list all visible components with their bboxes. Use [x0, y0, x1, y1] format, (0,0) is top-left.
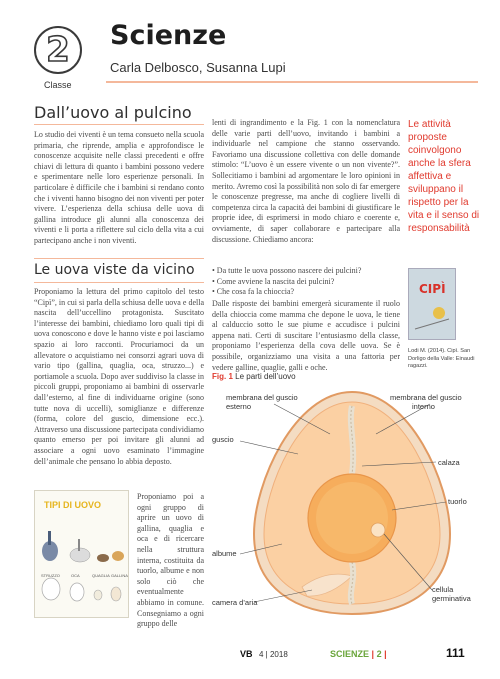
book-cover-drawing — [409, 269, 455, 339]
footer-magazine: VB — [240, 649, 253, 659]
photo-caption: TIPI DI UOVO — [44, 500, 102, 510]
class-number: 2 — [46, 30, 70, 70]
questions-list — [212, 266, 400, 298]
margin-note: Le attività proposte coinvolgono anche la sfera affettiva e sviluppano il rispetto per la vita e il senso di responsabilità — [408, 119, 480, 234]
footer-separator: | — [384, 649, 387, 659]
intro-paragraph: Lo studio dei viventi è un tema consueto nella scuola primaria, che riprende, amplia e approfondisce le conoscenze acquisite nelle classi precedenti e offre chiavi di lettura di quanto i bambini possono vedere e sperimentare nelle loro esperienze personali. In particolare è difficile che i bambini si rendano conto che i viventi hanno bisogno dei non viventi per poter vivere. L’esperienza della schiusa delle uova di gallina introduce gli alunni alla conoscenza dei viventi e li porta a riflettere sul ciclo della vita a cui partecipano anche i non viventi. — [34, 130, 204, 245]
label-yolk: tuorlo — [448, 497, 467, 506]
egg-germ-cell — [371, 523, 385, 537]
label-shell: guscio — [212, 435, 234, 444]
egg-types-photo — [34, 490, 129, 618]
photo-label: STRUZZO — [41, 573, 60, 578]
footer-section — [330, 649, 387, 659]
label-inner-membrane-line2: interno — [412, 402, 435, 411]
egg-diagram — [212, 384, 482, 624]
subject-title: Scienze — [110, 20, 227, 51]
title-rule — [34, 124, 204, 125]
photo-label: OCA — [71, 573, 80, 578]
footer-issue: 4 | 2018 — [259, 650, 288, 659]
section-title: Le uova viste da vicino — [34, 262, 195, 278]
footer-section-number: 2 — [376, 649, 382, 659]
label-chalaza: calaza — [438, 458, 460, 467]
label-air-cell: camera d’aria — [212, 598, 258, 607]
label-inner-membrane-line1: membrana del guscio — [390, 393, 462, 402]
label-outer-membrane-line2: esterno — [226, 402, 252, 411]
article-title: Dall’uovo al pulcino — [34, 103, 192, 122]
figure-caption — [212, 372, 296, 381]
egg-types-drawing — [35, 491, 129, 618]
photo-label: GALLINA — [111, 573, 128, 578]
left-column-text: Proponiamo la lettura del primo capitolo del testo “Cipì”, in cui si parla della schiusa delle uova e della nascita dell’uccellino protagonista. Suscitato l’interesse dei bambini, chiediamo loro quali tipi di uova conoscono e dove le hanno viste e poi lasciamo spazio ai loro racconti. Procuriamoci da un allevatore o acquistiamo nei consorzi agrari uova di vario tipo (gallina, quaglia, oca, struzzo...) e portiamole a scuola. Dopo aver suddiviso la classe in piccoli gruppi, proponiamo ai bambini di osservarle dall’esterno, al fine di individuarne origine (sono tutte nova di uccelli), somiglianze e differenze (forma, colore del guscio, dimensione ecc.). Attraverso una discussione partecipata condividiamo quanto emerso per poi invitare gli alunni ad associare a ogni uovo esaminato l’immagine dell’animale che pensano lo abbia deposto. — [34, 287, 204, 466]
page-number: 111 — [446, 646, 465, 660]
question-item: • Da tutte le uova possono nascere dei pulcini? — [212, 266, 362, 275]
middle-column-end-text: Dalle risposte dei bambini emergerà sicuramente il ruolo della chioccia come mamma che depone le uova, le tiene al calduccio sotto le sue piume e accudisce i pulcini appena nati. Certi di suscitare l’entusiasmo della classe, proponiamo l’esperienza della cova delle uova. Se è possibile, organizziamo una visita a una fattoria per vedere galline, quaglie, galli e oche. — [212, 299, 400, 372]
figure-title: Le parti dell’uovo — [235, 372, 296, 381]
footer-separator: | — [371, 649, 375, 659]
label-germ-cell-line1: cellula — [432, 585, 454, 594]
book-cover-title: CIPÌ — [419, 282, 446, 296]
header-rule — [106, 81, 478, 83]
section-rule-top — [34, 258, 204, 259]
label-outer-membrane-line1: membrana del guscio — [226, 393, 298, 402]
footer-section-name: SCIENZE — [330, 649, 370, 659]
authors: Carla Delbosco, Susanna Lupi — [110, 60, 286, 75]
question-item: • Come avviene la nascita dei pulcini? — [212, 276, 335, 286]
book-cover-image — [408, 268, 456, 340]
label-albumen: albume — [212, 549, 237, 558]
label-germ-cell-line2: germinativa — [432, 594, 471, 603]
left-column-wrap-text: Proponiamo poi a ogni gruppo di aprire un uovo di gallina, quaglia e oca e di ricercare nella struttura interna, costituita da tuorlo, albume e non solo ciò che eventualmente abbiamo in comune. Consegniamo a ogni gruppo delle — [137, 492, 204, 629]
class-label: Classe — [44, 80, 72, 90]
figure-number: Fig. 1 — [212, 372, 233, 381]
question-item: • Che cosa fa la chioccia? — [212, 287, 295, 297]
photo-label: QUAGLIA — [92, 573, 110, 578]
section-rule-bottom — [34, 282, 204, 283]
middle-column-text: lenti di ingrandimento e la Fig. 1 con la nomenclatura delle varie parti dell’uovo, invitando i bambini a individuarle nel campione che stanno osservando. Favoriamo una discussione collettiva con delle domande stimolo: “L’uovo è un essere vivente o un non vivente?”. Sollecitiamo i bambini ad argomentare le loro opinioni in merito. Avremo così la possibilità non solo di far emergere le conoscenze pregresse, ma anche di cogliere livelli di competenza circa la capacità dei bambini di giustificare le proprie idee, di esprimersi in modo chiaro e coerente e, ovviamente, di saper collaborare e partecipare alla discussione. Chiediamo ancora: — [212, 118, 400, 244]
class-number-badge — [34, 26, 82, 74]
book-caption: Lodi M. (2014). Cipì. San Dorligo della Valle: Einaudi ragazzi. — [408, 348, 475, 369]
